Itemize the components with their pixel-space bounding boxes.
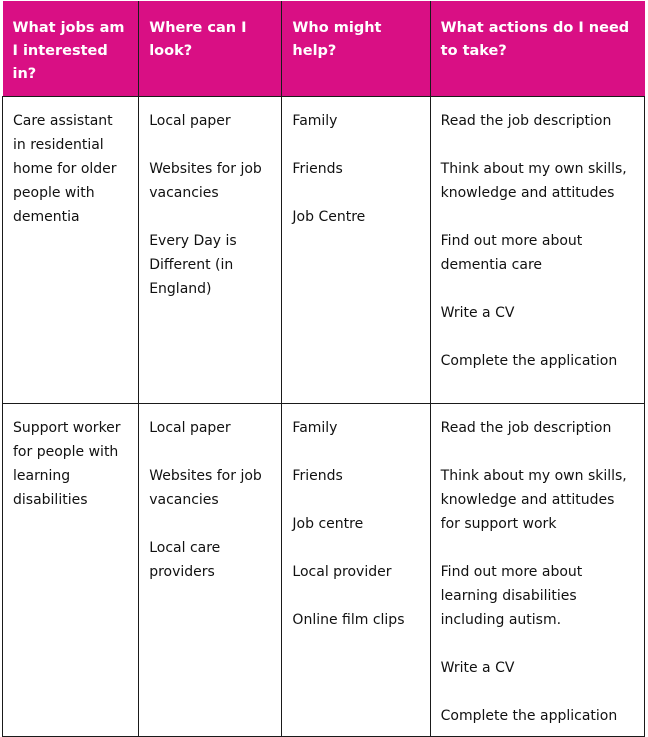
job-cell xyxy=(3,404,139,737)
header-where: Where can I look? xyxy=(139,1,282,97)
action-item: Find out more about learning disabilities including autism. xyxy=(440,564,583,628)
who-item: Family xyxy=(292,113,338,129)
action-item: Find out more about dementia care xyxy=(440,233,583,273)
job-title: Support worker for people with learning disabilities xyxy=(13,420,121,508)
header-actions: What actions do I need to take? xyxy=(430,1,644,97)
action-item: Think about my own skills, knowledge and attitudes xyxy=(440,161,627,201)
who-item: Friends xyxy=(292,161,343,177)
table-row xyxy=(3,404,645,737)
where-item: Every Day is Different (in England) xyxy=(149,233,237,297)
actions-cell xyxy=(430,404,644,737)
action-item: Write a CV xyxy=(440,305,515,321)
where-item: Websites for job vacancies xyxy=(149,468,262,508)
action-item: Think about my own skills, knowledge and attitudes for support work xyxy=(440,468,627,532)
who-cell xyxy=(282,404,430,737)
action-item: Complete the application xyxy=(440,708,618,724)
header-jobs: What jobs am I interested in? xyxy=(3,1,139,97)
where-item: Local paper xyxy=(149,420,231,436)
who-cell xyxy=(282,97,430,404)
header-who: Who might help? xyxy=(282,1,430,97)
where-cell xyxy=(139,97,282,404)
action-item: Read the job description xyxy=(440,420,612,436)
who-item: Job Centre xyxy=(292,209,366,225)
job-cell xyxy=(3,97,139,404)
where-cell xyxy=(139,404,282,737)
where-item: Websites for job vacancies xyxy=(149,161,262,201)
where-item: Local paper xyxy=(149,113,231,129)
who-item: Local provider xyxy=(292,564,392,580)
job-search-plan-table xyxy=(2,1,645,737)
who-item: Job centre xyxy=(292,516,364,532)
action-item: Complete the application xyxy=(440,353,618,369)
action-item: Write a CV xyxy=(440,660,515,676)
who-item: Online film clips xyxy=(292,612,405,628)
actions-cell xyxy=(430,97,644,404)
where-item: Local care providers xyxy=(149,540,221,580)
action-item: Read the job description xyxy=(440,113,612,129)
who-item: Friends xyxy=(292,468,343,484)
table-row xyxy=(3,97,645,404)
who-item: Family xyxy=(292,420,338,436)
job-title: Care assistant in residential home for older people with dementia xyxy=(13,113,117,225)
header-row xyxy=(3,1,645,97)
